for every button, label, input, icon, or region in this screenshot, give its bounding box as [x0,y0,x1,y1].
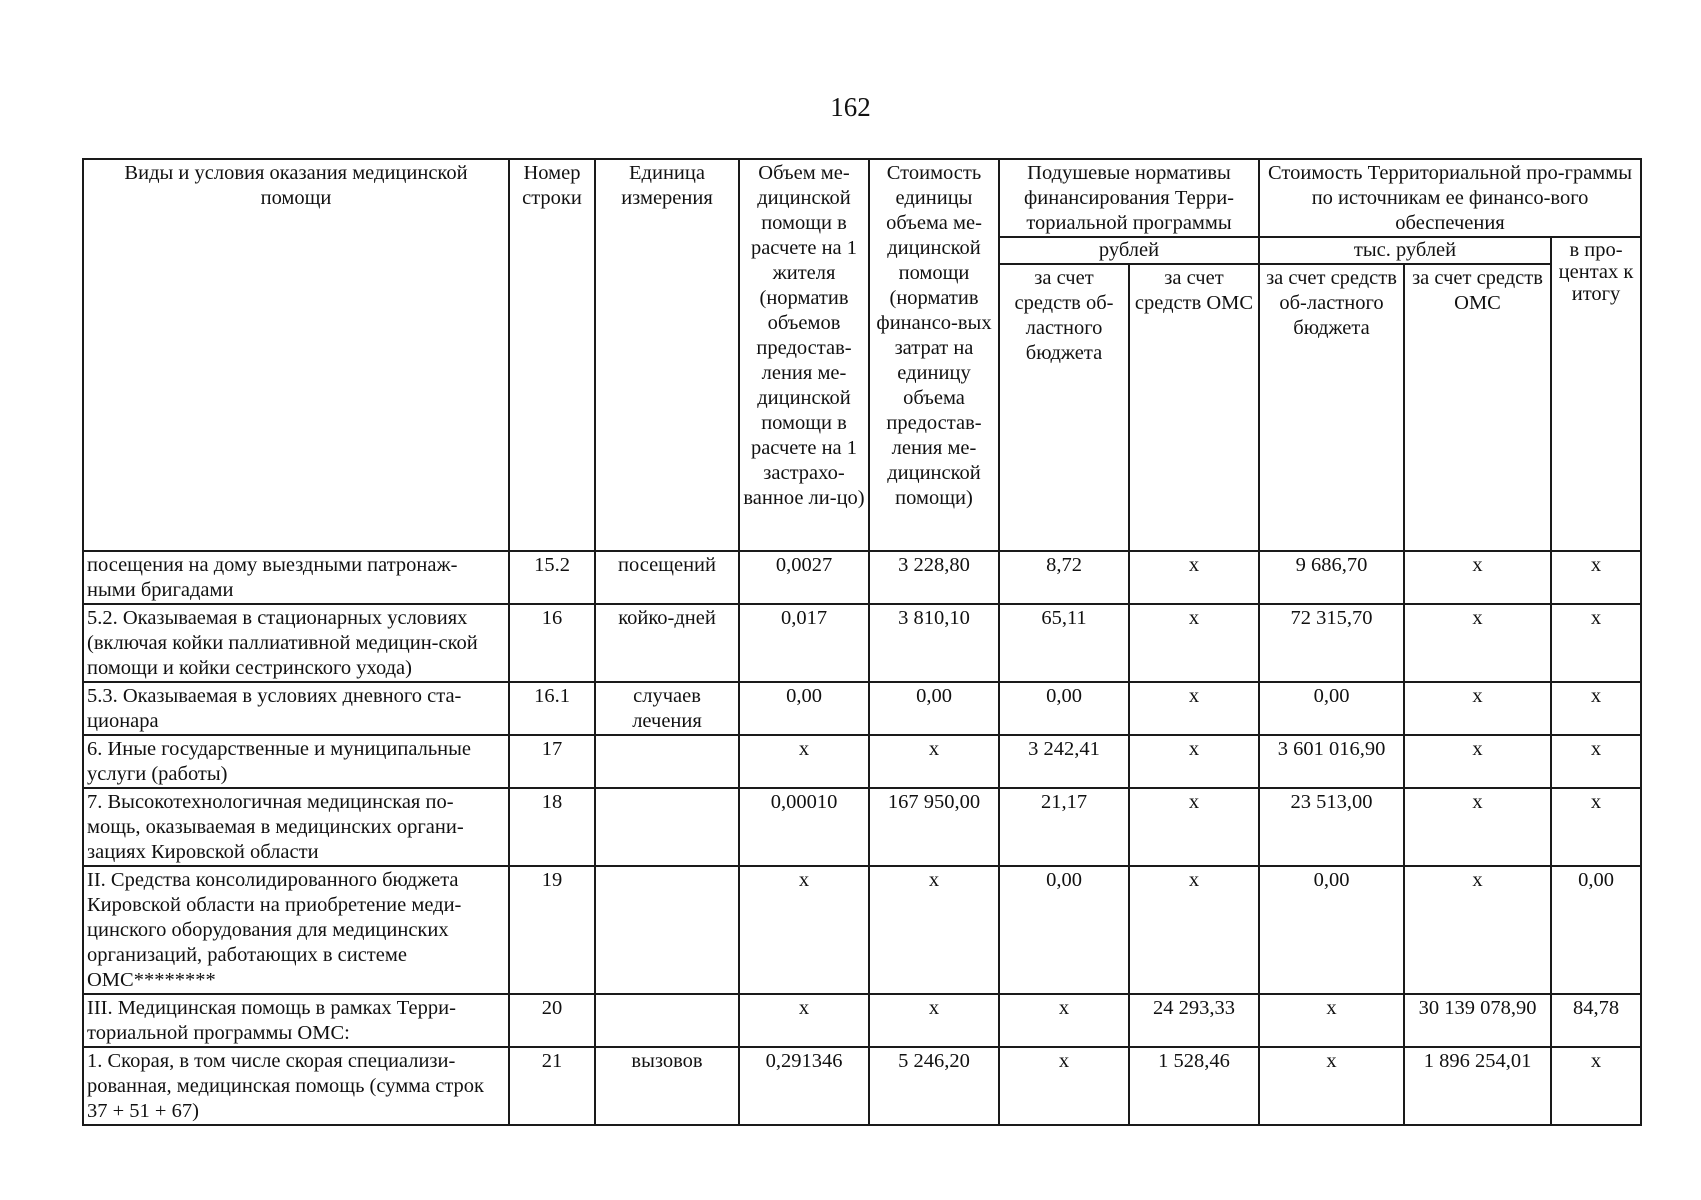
row-pc-budget: 0,00 [999,866,1129,994]
row-percent: x [1551,735,1641,788]
row-volume: 0,017 [739,604,869,682]
header-pc-oms: за счет средств ОМС [1129,264,1259,551]
header-pc-regional-budget: за счет средств об-ластного бюджета [999,264,1129,551]
row-name: III. Медицинская помощь в рамках Терри-ториальной программы ОМС: [83,994,509,1047]
row-tp-oms: x [1404,866,1551,994]
row-cost: x [869,866,999,994]
row-volume: 0,291346 [739,1047,869,1125]
row-tp-oms: x [1404,788,1551,866]
row-pc-oms: 1 528,46 [1129,1047,1259,1125]
row-number: 17 [509,735,595,788]
row-name: 7. Высокотехнологичная медицинская по-мощь, оказываемая в медицинских органи-зациях Кировской области [83,788,509,866]
row-number: 18 [509,788,595,866]
row-tp-oms: x [1404,735,1551,788]
row-pc-budget: 21,17 [999,788,1129,866]
row-volume: 0,00 [739,682,869,735]
row-cost: 0,00 [869,682,999,735]
table-row [83,788,1641,866]
row-tp-budget: 0,00 [1259,682,1404,735]
header-unit-cost: Стоимость единицы объема ме-дицинской помощи (норматив финансо-вых затрат на единицу объема предостав-ления ме-дицинской помощи) [869,159,999,551]
header-row-number: Номер строки [509,159,595,551]
table-row [83,1047,1641,1125]
row-volume: x [739,866,869,994]
row-tp-oms: 1 896 254,01 [1404,1047,1551,1125]
row-unit: посещений [595,551,739,604]
header-volume-per-resident: Объем ме-дицинской помощи в расчете на 1 жителя (норматив объемов предостав-ления ме-дицинской помощи в расчете на 1 застрахо-ванное ли-цо) [739,159,869,551]
row-pc-budget: 65,11 [999,604,1129,682]
table-row [83,735,1641,788]
row-pc-oms: 24 293,33 [1129,994,1259,1047]
row-cost: x [869,994,999,1047]
row-cost: 3 228,80 [869,551,999,604]
row-pc-oms: x [1129,682,1259,735]
row-tp-budget: 3 601 016,90 [1259,735,1404,788]
row-name: II. Средства консолидированного бюджета Кировской области на приобретение меди-цинского оборудования для медицинских организаций, работающих в системе ОМС******** [83,866,509,994]
row-unit [595,788,739,866]
row-tp-budget: x [1259,1047,1404,1125]
row-tp-oms: x [1404,551,1551,604]
row-number: 15.2 [509,551,595,604]
row-cost: 3 810,10 [869,604,999,682]
table-row [83,604,1641,682]
row-tp-oms: x [1404,604,1551,682]
row-cost: 5 246,20 [869,1047,999,1125]
row-pc-budget: 0,00 [999,682,1129,735]
row-unit [595,735,739,788]
row-percent: x [1551,682,1641,735]
row-number: 21 [509,1047,595,1125]
row-volume: x [739,994,869,1047]
page-number: 162 [830,92,871,122]
row-unit [595,866,739,994]
header-unit-thousand-rubles: тыс. рублей [1259,237,1551,264]
row-name: 5.2. Оказываемая в стационарных условиях (включая койки паллиативной медицин-ской помощи и койки сестринского ухода) [83,604,509,682]
row-unit: вызовов [595,1047,739,1125]
row-percent: x [1551,1047,1641,1125]
row-pc-oms: x [1129,866,1259,994]
row-tp-budget: 9 686,70 [1259,551,1404,604]
row-pc-oms: x [1129,735,1259,788]
row-tp-budget: 72 315,70 [1259,604,1404,682]
row-percent: x [1551,788,1641,866]
row-volume: 0,0027 [739,551,869,604]
row-cost: x [869,735,999,788]
row-pc-budget: 3 242,41 [999,735,1129,788]
row-tp-oms: 30 139 078,90 [1404,994,1551,1047]
medical-care-cost-table [82,158,1642,1126]
row-unit [595,994,739,1047]
header-per-capita-norms: Подушевые нормативы финансирования Терри-ториальной программы [999,159,1259,237]
row-name: 1. Скорая, в том числе скорая специализи-рованная, медицинская помощь (сумма строк 37 + 51 + 67) [83,1047,509,1125]
row-pc-oms: x [1129,551,1259,604]
row-cost: 167 950,00 [869,788,999,866]
row-volume: x [739,735,869,788]
row-pc-budget: x [999,994,1129,1047]
row-pc-oms: x [1129,604,1259,682]
header-tp-oms: за счет средств ОМС [1404,264,1551,551]
row-pc-oms: x [1129,788,1259,866]
row-tp-budget: 23 513,00 [1259,788,1404,866]
table-row [83,682,1641,735]
table-row [83,866,1641,994]
row-tp-oms: x [1404,682,1551,735]
row-percent: x [1551,551,1641,604]
row-name: 5.3. Оказываемая в условиях дневного ста-ционара [83,682,509,735]
row-number: 20 [509,994,595,1047]
row-tp-budget: 0,00 [1259,866,1404,994]
table-row [83,551,1641,604]
table-row [83,994,1641,1047]
row-name: 6. Иные государственные и муниципальные услуги (работы) [83,735,509,788]
row-percent: 0,00 [1551,866,1641,994]
row-tp-budget: x [1259,994,1404,1047]
row-number: 16.1 [509,682,595,735]
row-percent: x [1551,604,1641,682]
row-percent: 84,78 [1551,994,1641,1047]
row-volume: 0,00010 [739,788,869,866]
header-unit: Единица измерения [595,159,739,551]
row-unit: койко-дней [595,604,739,682]
row-pc-budget: x [999,1047,1129,1125]
header-type-of-care: Виды и условия оказания медицинской помощи [83,159,509,551]
header-percent-of-total: в про-центах к итогу [1551,237,1641,551]
row-unit: случаев лечения [595,682,739,735]
row-name: посещения на дому выездными патронаж-ными бригадами [83,551,509,604]
header-unit-rubles: рублей [999,237,1259,264]
row-number: 19 [509,866,595,994]
header-program-cost: Стоимость Территориальной про-граммы по источникам ее финансо-вого обеспечения [1259,159,1641,237]
row-number: 16 [509,604,595,682]
row-pc-budget: 8,72 [999,551,1129,604]
header-tp-regional-budget: за счет средств об-ластного бюджета [1259,264,1404,551]
